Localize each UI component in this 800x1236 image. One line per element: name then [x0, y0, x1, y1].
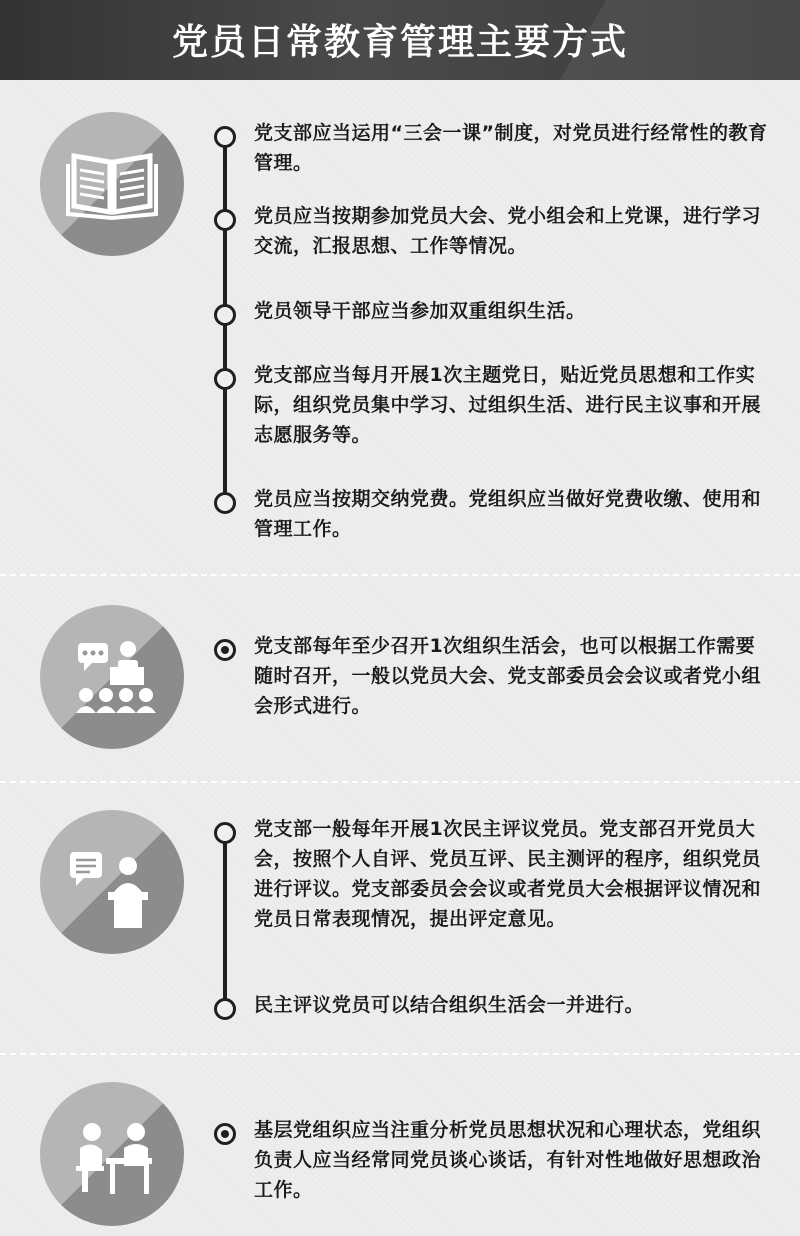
- meeting-icon: [40, 605, 184, 749]
- conversation-icon: [40, 1082, 184, 1226]
- timeline-node: [214, 304, 236, 326]
- list-item: 党支部每年至少召开1次组织生活会，也可以根据工作需要随时召开，一般以党员大会、党支部委员会会议或者党小组会形式进行。: [254, 635, 762, 717]
- section-divider: [0, 1053, 800, 1055]
- list-item: 党员应当按期交纳党费。党组织应当做好党费收缴、使用和管理工作。: [254, 488, 762, 540]
- list-item: 党员领导干部应当参加双重组织生活。: [254, 300, 586, 322]
- list-item: 党支部一般每年开展1次民主评议党员。党支部召开党员大会，按照个人自评、党员互评、民主测评的程序，组织党员进行评议。党支部委员会会议或者党员大会根据评议情况和党员日常表现情况，提出评定意见。: [254, 818, 762, 930]
- list-item: 党支部应当每月开展1次主题党日，贴近党员思想和工作实际，组织党员集中学习、过组织生活、进行民主议事和开展志愿服务等。: [254, 364, 762, 446]
- page-title: 党员日常教育管理主要方式: [171, 22, 628, 63]
- section-divider: [0, 781, 800, 783]
- book-icon: [40, 112, 184, 256]
- timeline-node-dotted: [214, 1123, 236, 1145]
- list-item: 基层党组织应当注重分析党员思想状况和心理状态，党组织负责人应当经常同党员谈心谈话，有针对性地做好思想政治工作。: [254, 1119, 762, 1201]
- speaker-podium-icon: [40, 810, 184, 954]
- timeline-line: [223, 836, 227, 1006]
- list-item: 党支部应当运用“三会一课”制度，对党员进行经常性的教育管理。: [254, 122, 768, 174]
- list-item: 党员应当按期参加党员大会、党小组会和上党课，进行学习交流，汇报思想、工作等情况。: [254, 205, 762, 257]
- timeline-node: [214, 209, 236, 231]
- timeline-node: [214, 822, 236, 844]
- list-item: 民主评议党员可以结合组织生活会一并进行。: [254, 994, 645, 1016]
- title-banner: [0, 0, 800, 80]
- timeline-node: [214, 998, 236, 1020]
- timeline-node: [214, 126, 236, 148]
- timeline-node: [214, 492, 236, 514]
- section-divider: [0, 574, 800, 576]
- timeline-node-dotted: [214, 639, 236, 661]
- timeline-node: [214, 368, 236, 390]
